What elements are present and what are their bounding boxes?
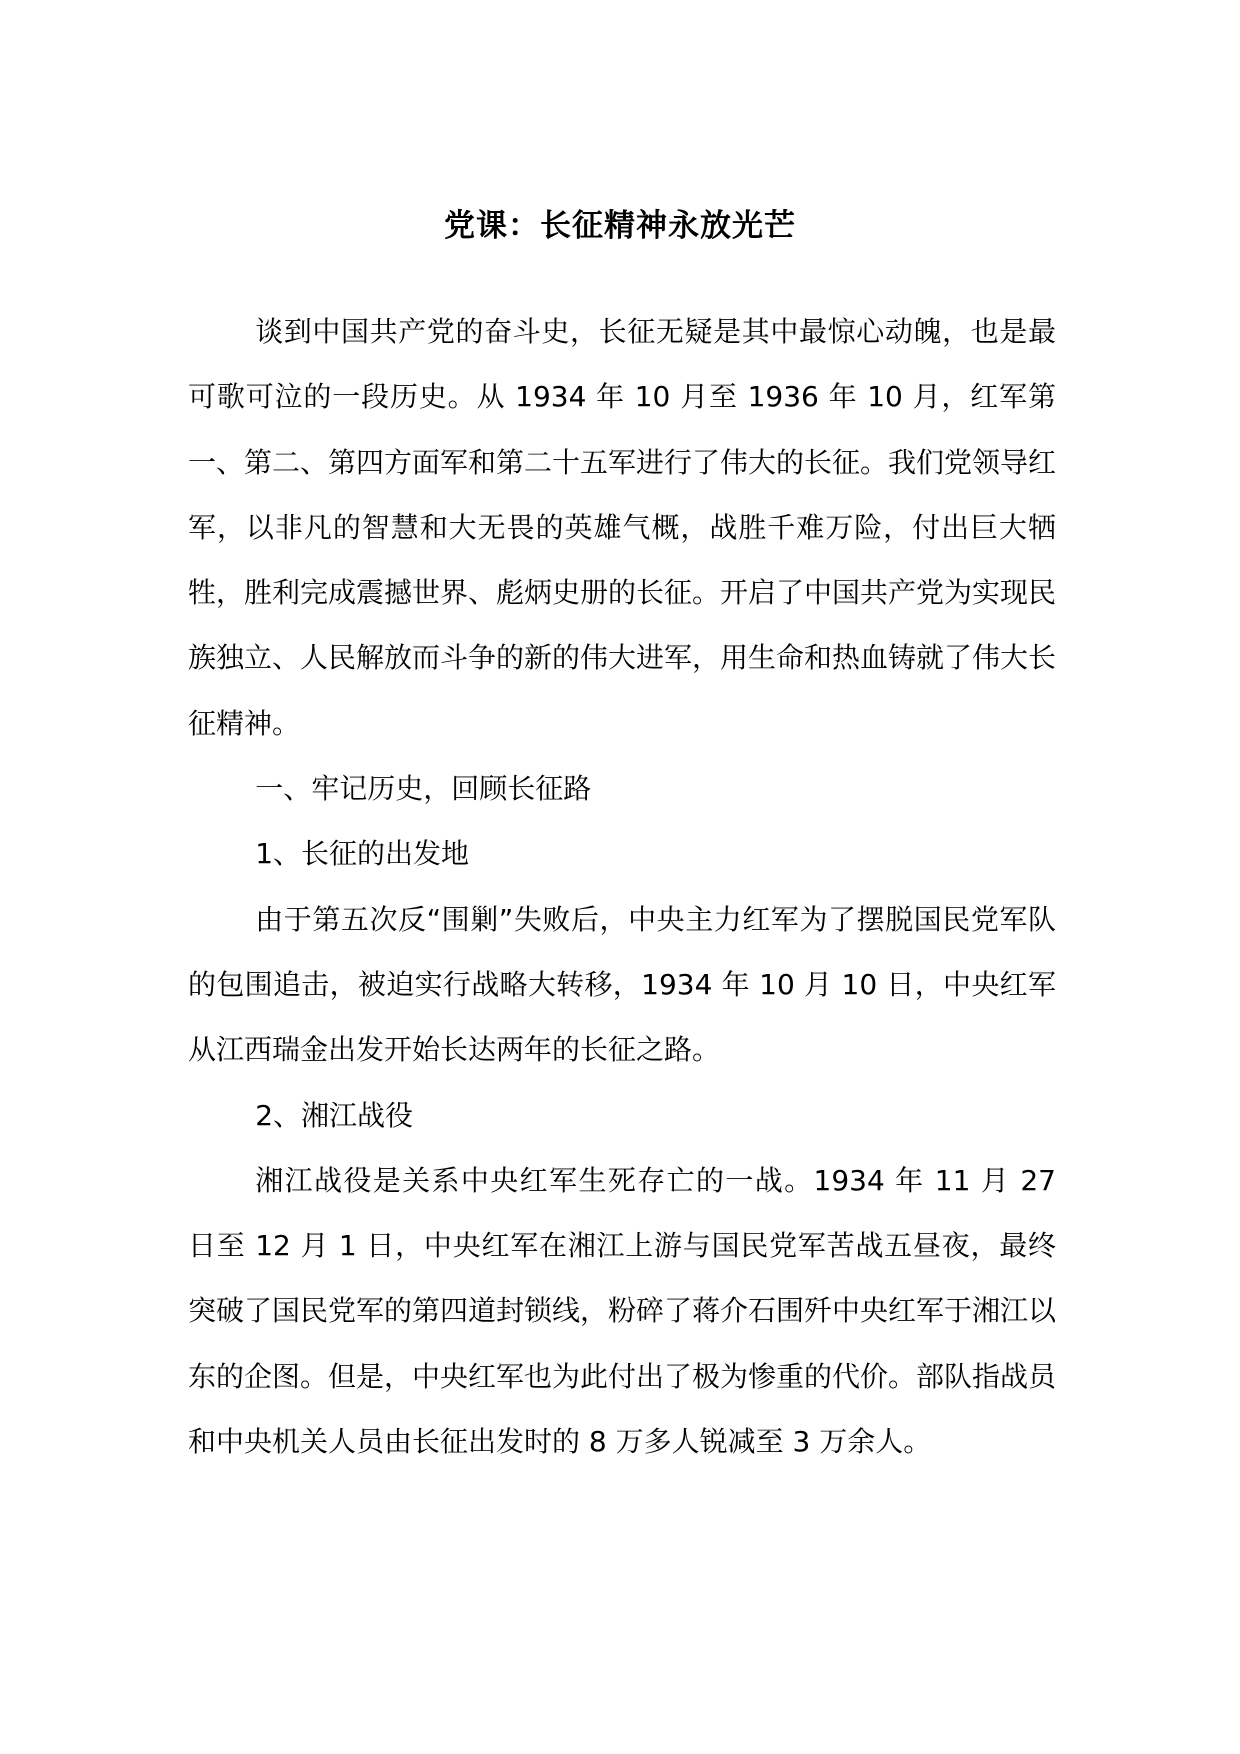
- document-title: 党课：长征精神永放光芒: [444, 208, 796, 244]
- paragraph-departure: 由于第五次反“围剿”失败后，中央主力红军为了摆脱国民党军队的包围追击，被迫实行战略大转移，1934 年 10 月 10 日，中央红军从江西瑞金出发开始长达两年的长征之路。: [188, 902, 1056, 1067]
- subheading-1: 1、长征的出发地: [255, 837, 470, 871]
- document-body: [188, 299, 1056, 1474]
- paragraph-intro: 谈到中国共产党的奋斗史，长征无疑是其中最惊心动魄，也是最可歌可泣的一段历史。从 1934 年 10 月至 1936 年 10 月，红军第一、第二、第四方面军和第二十五军进行了伟大的长征。我们党领导红军，以非凡的智慧和大无畏的英雄气概，战胜千难万险，付出巨大牺牲，胜利完成震撼世界、彪炳史册的长征。开启了中国共产党为实现民族独立、人民解放而斗争的新的伟大进军，用生命和热血铸就了伟大长征精神。: [188, 315, 1057, 740]
- section-heading-1: 一、牢记历史，回顾长征路: [255, 772, 592, 806]
- paragraph-xiangjiang: 湘江战役是关系中央红军生死存亡的一战。1934 年 11 月 27 日至 12 月 1 日，中央红军在湘江上游与国民党军苦战五昼夜，最终突破了国民党军的第四道封锁线，粉碎了蒋介石围歼中央红军于湘江以东的企图。但是，中央红军也为此付出了极为惨重的代价。部队指战员和中央机关人员由长征出发时的 8 万多人锐减至 3 万余人。: [188, 1163, 1057, 1459]
- subheading-2: 2、湘江战役: [255, 1098, 414, 1132]
